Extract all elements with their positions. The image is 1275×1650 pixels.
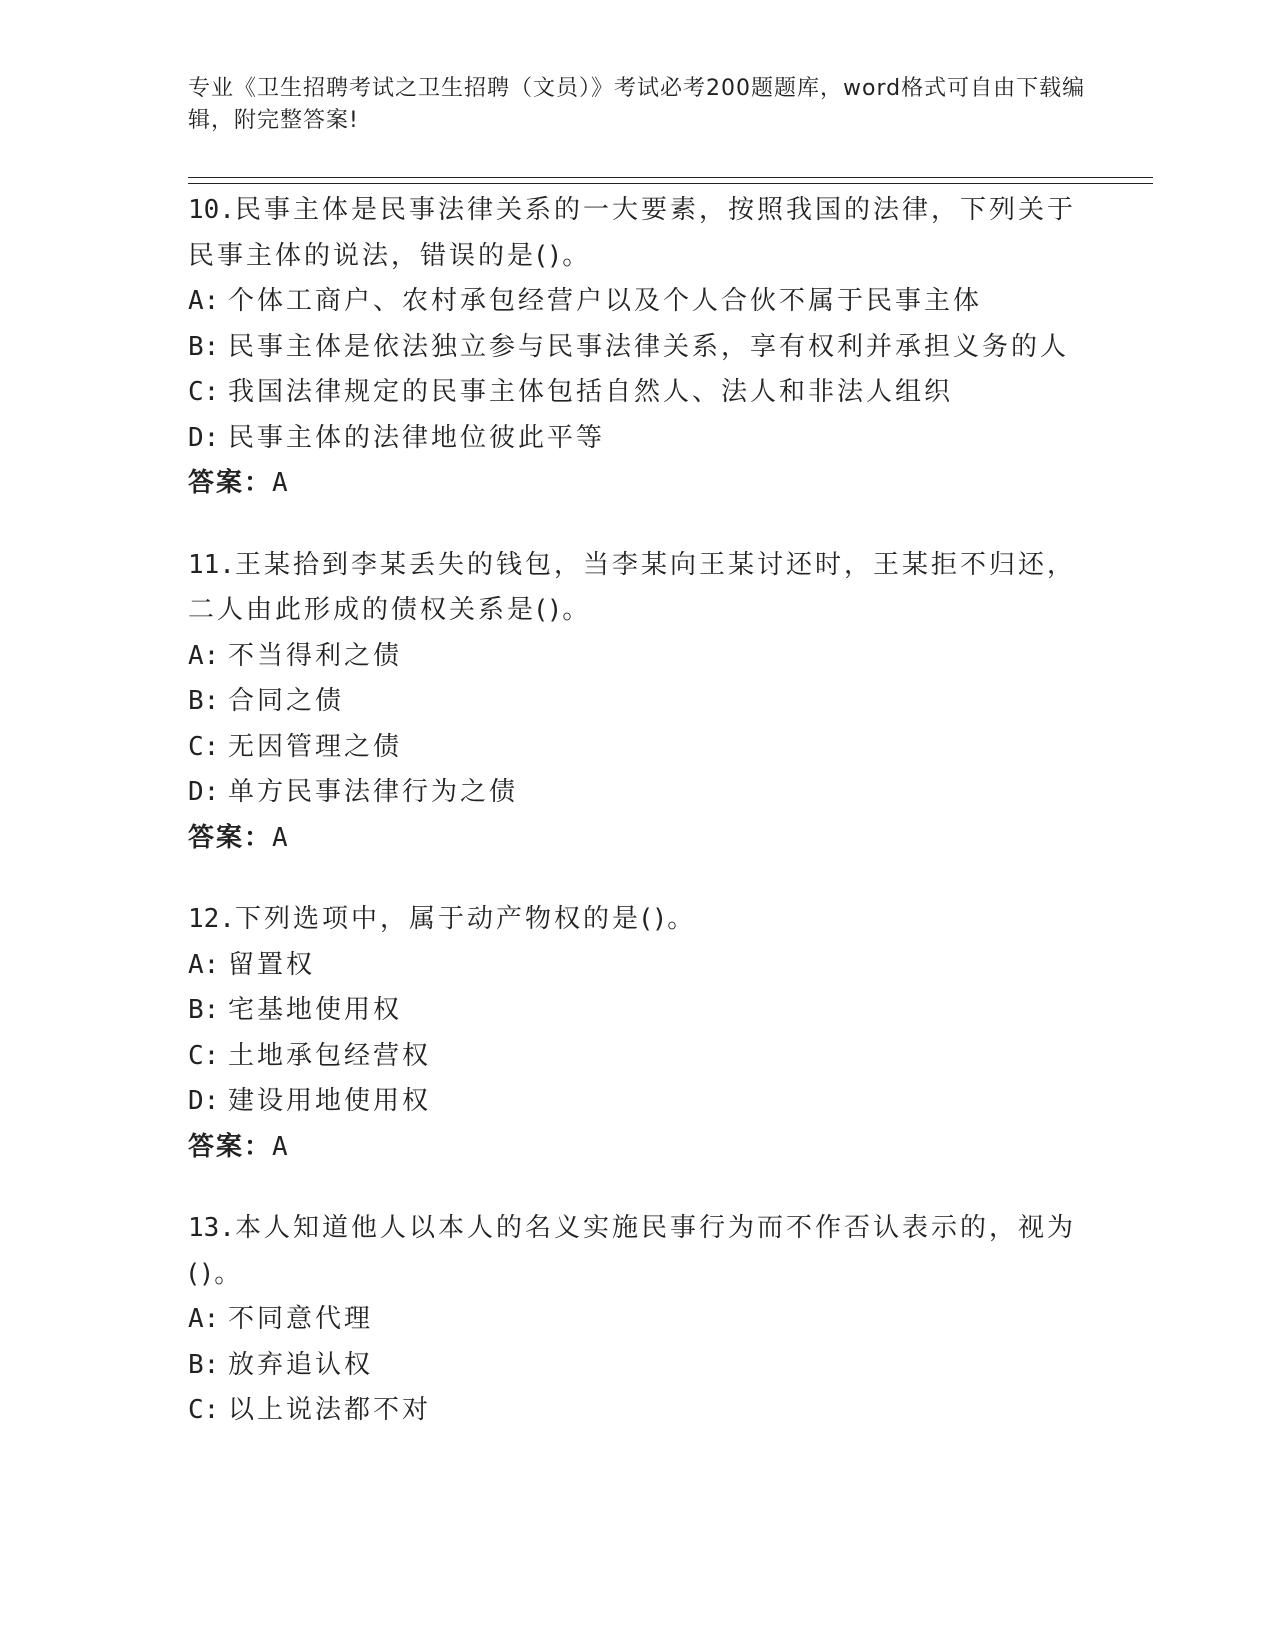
option-letter: D: — [188, 422, 220, 453]
answer-value: A — [272, 468, 288, 498]
option-d — [188, 1079, 1088, 1125]
option-text: 单方民事法律行为之债 — [228, 777, 519, 807]
question-number: 12. — [188, 904, 235, 934]
option-text: 民事主体是依法独立参与民事法律关系，享有权利并承担义务的人 — [228, 331, 1070, 362]
option-b — [188, 325, 1088, 371]
option-c — [188, 370, 1088, 416]
question-number: 13. — [188, 1213, 235, 1243]
question-text: 民事主体是民事法律关系的一大要素，按照我国的法律，下列关于民事主体的说法，错误的是()。 — [188, 195, 1076, 271]
option-text: 不同意代理 — [228, 1304, 374, 1334]
option-letter: A: — [188, 640, 220, 671]
option-text: 无因管理之债 — [228, 731, 403, 762]
option-a — [188, 943, 1088, 989]
option-letter: D: — [188, 777, 220, 807]
document-header: 专业《卫生招聘考试之卫生招聘（文员）》考试必考200题题库，word格式可自由下载编辑，附完整答案! — [188, 76, 1086, 133]
answer-value: A — [272, 822, 288, 853]
option-d — [188, 770, 1088, 816]
question-stem — [188, 897, 1088, 943]
question-text: 下列选项中，属于动产物权的是()。 — [234, 904, 697, 934]
option-letter: D: — [188, 1086, 220, 1116]
option-d — [188, 416, 1088, 462]
answer-label: 答案： — [188, 468, 273, 498]
option-letter: A: — [188, 1304, 220, 1334]
option-letter: A: — [188, 949, 220, 980]
answer-label: 答案： — [188, 822, 273, 853]
question-text: 本人知道他人以本人的名义实施民事行为而不作否认表示的，视为()。 — [188, 1213, 1076, 1289]
option-c — [188, 1388, 1088, 1434]
header-divider-bottom — [188, 183, 1153, 184]
option-letter: C: — [188, 377, 220, 407]
option-b — [188, 988, 1088, 1034]
question-number: 10. — [188, 195, 235, 225]
option-text: 土地承包经营权 — [228, 1040, 432, 1071]
header-divider-top — [188, 177, 1153, 178]
option-text: 以上说法都不对 — [228, 1395, 432, 1425]
answer-value: A — [272, 1131, 288, 1162]
question-stem — [188, 543, 1088, 634]
option-c — [188, 1034, 1088, 1080]
option-text: 个体工商户、农村承包经营户以及个人合伙不属于民事主体 — [228, 286, 983, 316]
question-text: 王某拾到李某丢失的钱包，当李某向王某讨还时，王某拒不归还，二人由此形成的债权关系是()。 — [188, 549, 1076, 625]
question-stem — [188, 188, 1088, 279]
option-text: 建设用地使用权 — [228, 1086, 432, 1116]
option-c — [188, 725, 1088, 771]
option-letter: B: — [188, 995, 220, 1025]
answer-line — [188, 1125, 1088, 1171]
answer-line — [188, 816, 1088, 862]
option-text: 不当得利之债 — [228, 640, 403, 671]
question-list — [188, 188, 1088, 1470]
option-text: 民事主体的法律地位彼此平等 — [228, 422, 606, 453]
option-letter: C: — [188, 731, 220, 762]
option-letter: B: — [188, 1349, 220, 1380]
option-text: 我国法律规定的民事主体包括自然人、法人和非法人组织 — [228, 377, 954, 407]
option-letter: B: — [188, 331, 220, 362]
question-13 — [188, 1206, 1088, 1434]
option-text: 宅基地使用权 — [228, 995, 403, 1025]
option-b — [188, 1343, 1088, 1389]
question-stem — [188, 1206, 1088, 1297]
option-letter: C: — [188, 1040, 220, 1071]
question-10 — [188, 188, 1088, 507]
question-11 — [188, 543, 1088, 862]
option-b — [188, 679, 1088, 725]
option-letter: C: — [188, 1395, 220, 1425]
option-a — [188, 279, 1088, 325]
option-letter: A: — [188, 286, 220, 316]
answer-line — [188, 461, 1088, 507]
option-letter: B: — [188, 686, 220, 716]
option-a — [188, 634, 1088, 680]
answer-label: 答案： — [188, 1131, 273, 1162]
option-a — [188, 1297, 1088, 1343]
option-text: 放弃追认权 — [228, 1349, 374, 1380]
question-number: 11. — [188, 549, 235, 580]
option-text: 合同之债 — [228, 686, 345, 716]
option-text: 留置权 — [228, 949, 316, 980]
question-12 — [188, 897, 1088, 1170]
